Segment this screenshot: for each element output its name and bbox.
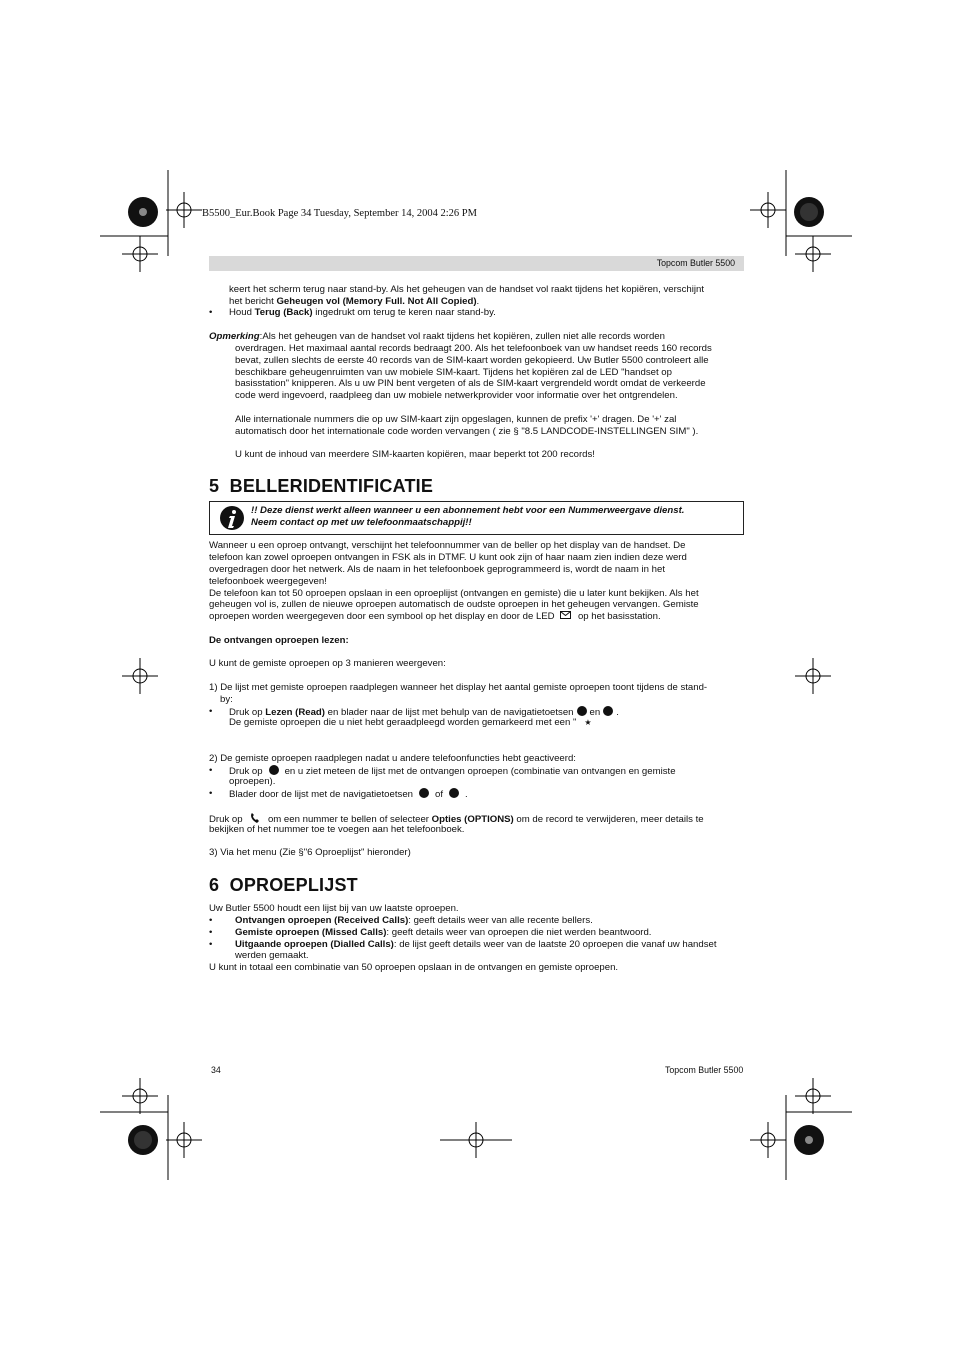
nav-up-icon: [419, 788, 429, 798]
nav-down-icon: [269, 765, 279, 775]
s5-way2-bullet-1: • Druk op en u ziet meteen de lijst met de ontvangen oproepen (combinatie van ontvangen en gemiste: [209, 765, 676, 777]
s6-outro: U kunt in totaal een combinatie van 50 oproepen opslaan in de ontvangen en gemiste oproepen.: [209, 962, 619, 973]
s5-p1-1: Wanneer u een oproep ontvangt, verschijnt het telefoonnummer van de beller op het display van de handset. De: [209, 540, 686, 551]
s5-way2: 2) De gemiste oproepen raadplegen nadat u andere telefoonfuncties hebt geactiveerd:: [209, 753, 576, 764]
header-bar: [209, 256, 744, 271]
s6-item-2: • Gemiste oproepen (Missed Calls): geeft details weer van oproepen die niet werden beantwoord.: [209, 927, 652, 938]
s5-p1-6: geheugen vol is, zullen de nieuwe oproepen automatisch de oudste oproepen in het geheugen vervangen. Gemiste: [209, 599, 699, 610]
s6-intro: Uw Butler 5500 houdt een lijst bij van uw laatste oproepen.: [209, 903, 459, 914]
s5-way2-bullet-2: • Blader door de lijst met de navigatietoetsen of .: [209, 788, 468, 800]
s5-way1-line-2: by:: [220, 694, 233, 705]
note-line-1: !! Deze dienst werkt alleen wanneer u een abonnement hebt voor een Nummerweergave dienst.: [251, 505, 685, 516]
remark-line-3: bevat, zullen slechts de eerste 40 records van de SIM-kaart worden gekopieerd. Uw Butler 5500 controleert alle: [235, 355, 709, 366]
info-icon: [219, 505, 245, 531]
s5-ways: U kunt de gemiste oproepen op 3 manieren weergeven:: [209, 658, 446, 669]
note-line-2: Neem contact op met uw telefoonmaatschappij!!: [251, 517, 472, 528]
s5-p1-7: oproepen worden weergegeven door een symbool op het display en door de LED op het basisstation.: [209, 611, 661, 622]
footer-page-number: 34: [211, 1065, 221, 1075]
s5-way3: 3) Via het menu (Zie §"6 Oproeplijst" hieronder): [209, 847, 411, 858]
s6-item-3: • Uitgaande oproepen (Dialled Calls): de lijst geeft details weer van de laatste 20 oproepen die vanaf uw handset: [209, 939, 717, 950]
nav-down-icon: [603, 706, 613, 716]
remark-p2-line-1: Alle internationale nummers die op uw SIM-kaart zijn opgeslagen, kunnen de prefix '+' dragen. De '+' zal: [235, 414, 677, 425]
intro-line-2: het bericht Geheugen vol (Memory Full. Not All Copied).: [229, 296, 480, 307]
phone-call-icon: [249, 812, 261, 824]
remark-p2-line-2: automatisch door het internationale code worden vervangen ( zie § "8.5 LANDCODE-INSTELLINGEN SIM" ).: [235, 426, 699, 437]
section-5-heading: 5 BELLERIDENTIFICATIE: [209, 476, 434, 496]
remark-p3: U kunt de inhoud van meerdere SIM-kaarten kopiëren, maar beperkt tot 200 records!: [235, 449, 595, 460]
remark-line-2: overdragen. Het maximaal aantal records bedraagt 200. Als het telefoonboek van uw handset reeds 160 records: [235, 343, 712, 354]
remark-line-4: beschikbare geheugenruimten van uw mobiele SIM-kaart. Tijdens het kopiëren zal de LED "handset op: [235, 367, 672, 378]
s5-dial-line-1: Druk op om een nummer te bellen of selecteer Opties (OPTIONS) om de record te verwijderen, meer details te: [209, 814, 704, 825]
intro-bullet: • Houd Terug (Back) ingedrukt om terug te keren naar stand-by.: [209, 307, 496, 318]
s5-p1-3: overgedragen door het netwerk. Als de naam in het telefoonboek geprogrammeerd is, wordt de naam in het: [209, 564, 665, 575]
s5-way1-line-1: 1) De lijst met gemiste oproepen raadplegen wanneer het display het aantal gemiste oproepen toont tijdens de stand-: [209, 682, 708, 693]
header-product: Topcom Butler 5500: [656, 258, 735, 268]
footer-product: Topcom Butler 5500: [665, 1065, 744, 1075]
s5-p1-2: telefoon kan zowel oproepen ontvangen in FSK als in DTMF. U kunt ook zijn of haar naam zien indien deze werd: [209, 552, 687, 563]
s5-subheading: De ontvangen oproepen lezen:: [209, 635, 349, 646]
s5-way2-bullet-1-cont: oproepen).: [229, 776, 276, 787]
remark-line-6: code werd ingevoerd, raadpleeg dan uw mobiele netwerkprovider voor informatie over het ontgrendelen.: [235, 390, 678, 401]
s5-way1-bullet: • Druk op Lezen (Read) en blader naar de lijst met behulp van de navigatietoetsen en .: [209, 706, 619, 718]
star-icon: ★: [584, 718, 592, 727]
s5-p1-5: De telefoon kan tot 50 oproepen opslaan in een oproeplijst (ontvangen en gemiste) die u later kunt bekijken. Als het: [209, 588, 699, 599]
info-note-box: [209, 501, 744, 535]
remark-line-1: Opmerking:Als het geheugen van de handset vol raakt tijdens het kopiëren, zullen niet alle records worden: [209, 331, 665, 342]
remark-line-5: basisstation" knipperen. Als u uw PIN bent vergeten of als de SIM-kaart vergrendeld wordt omdat de verkeerde: [235, 378, 706, 389]
print-info: B5500_Eur.Book Page 34 Tuesday, September 14, 2004 2:26 PM: [202, 208, 477, 219]
s6-item-3-cont: werden gemaakt.: [235, 950, 309, 961]
intro-line-1: keert het scherm terug naar stand-by. Als het geheugen van de handset vol raakt tijdens het kopiëren, verschijnt: [229, 284, 704, 295]
s5-dial-line-2: bekijken of het nummer toe te voegen aan het telefoonboek.: [209, 824, 465, 835]
s5-p1-4: telefoonboek weergegeven!: [209, 576, 327, 587]
nav-up-icon: [577, 706, 587, 716]
s6-item-1: • Ontvangen oproepen (Received Calls): geeft details weer van alle recente bellers.: [209, 915, 593, 926]
nav-down-icon: [449, 788, 459, 798]
section-6-heading: 6 OPROEPLIJST: [209, 875, 358, 895]
s5-way1-mark: De gemiste oproepen die u niet hebt geraadpleegd worden gemarkeerd met een " ★: [229, 717, 592, 728]
envelope-icon: [560, 611, 572, 620]
